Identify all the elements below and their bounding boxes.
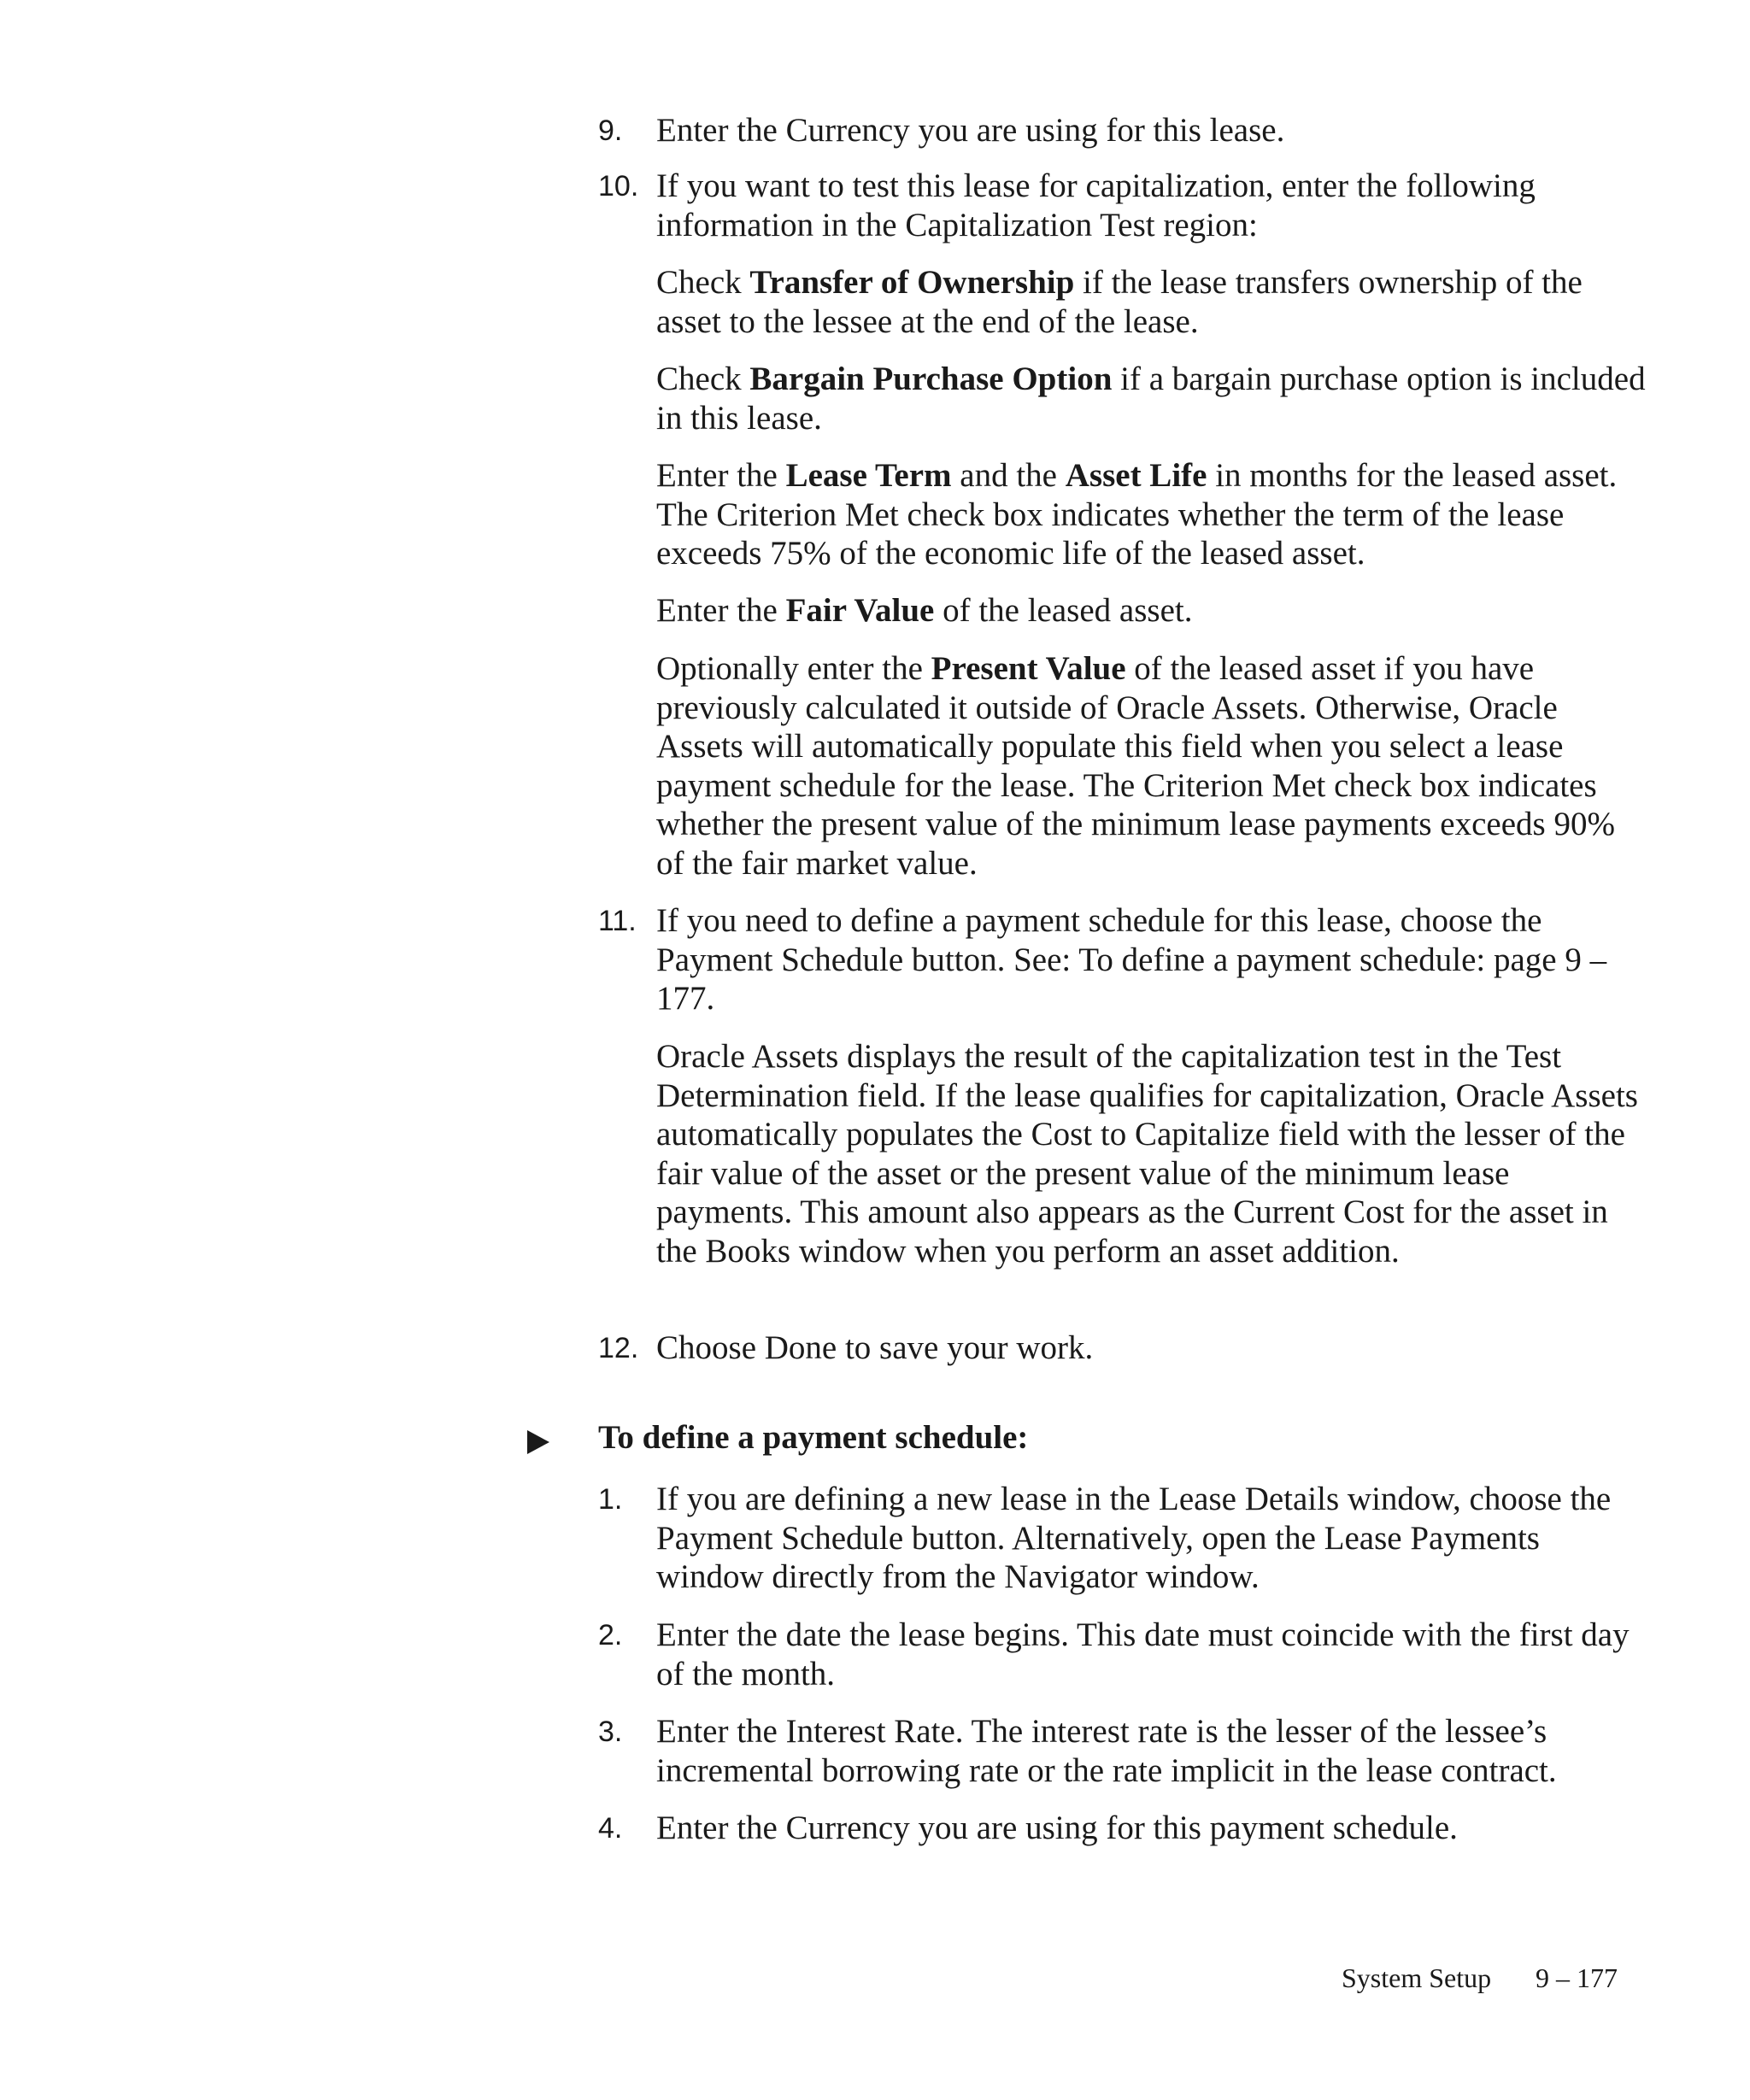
cap-test-transfer-of-ownership: Check Transfer of Ownership if the lease transfers ownership of the asset to the lessee at the end of the lease. (656, 264, 1583, 340)
cap-test-bargain-purchase-option: Check Bargain Purchase Option if a bargain purchase option is included in this lease. (656, 361, 1646, 437)
footer-section-title: System Setup (1342, 1962, 1492, 1993)
step-text: Enter the date the lease begins. This date must coincide with the first day of the month. (656, 1616, 1630, 1692)
step-text: Enter the Currency you are using for this payment schedule. (656, 1810, 1458, 1846)
step-number: 12. (598, 1332, 639, 1364)
field-name: Transfer of Ownership (749, 264, 1075, 301)
footer-page-number: 9 – 177 (1536, 1962, 1618, 1993)
step-text: If you want to test this lease for capitalization, enter the following information in the Capitalization Test region: (656, 167, 1536, 243)
step-number: 11. (598, 905, 637, 937)
field-name: Present Value (931, 650, 1126, 687)
step-number: 3. (598, 1716, 623, 1748)
step-number: 4. (598, 1812, 623, 1845)
cap-test-present-value: Optionally enter the Present Value of the leased asset if you have previously calculated it outside of Oracle Assets. Otherwise, Oracle Assets will automatically populate this field when you select a lease payment schedule for the lease. The Criterion Met check box indicates whether the present value of the minimum lease payments exceeds 90% of the fair market value. (656, 650, 1615, 882)
step-11-note: Oracle Assets displays the result of the capitalization test in the Test Determination field. If the lease qualifies for capitalization, Oracle Assets automatically populates the Cost to Capitalize field with the lesser of the fair value of the asset or the present value of the minimum lease payments. This amount also appears as the Current Cost for the asset in the Books window when you perform an asset addition. (656, 1038, 1638, 1270)
cap-test-lease-term: Enter the Lease Term and the Asset Life in months for the leased asset. The Criterion Met check box indicates whether the term of the lease exceeds 75% of the economic life of the leased asset. (656, 457, 1618, 572)
field-name: Bargain Purchase Option (749, 361, 1113, 397)
step-text: Enter the Currency you are using for this lease. (656, 112, 1285, 149)
field-name: Lease Term (785, 457, 952, 494)
step-number: 9. (598, 114, 623, 147)
step-text: Enter the Interest Rate. The interest rate is the lesser of the lessee’s incremental borrowing rate or the rate implicit in the lease contract. (656, 1713, 1557, 1789)
step-number: 10. (598, 170, 639, 202)
step-text: If you need to define a payment schedule for this lease, choose the Payment Schedule button. See: To define a payment schedule: page 9 – 177. (656, 902, 1607, 1017)
field-name: Fair Value (785, 592, 935, 629)
triangle-bullet-icon (527, 1430, 549, 1454)
cap-test-fair-value: Enter the Fair Value of the leased asset. (656, 592, 1193, 629)
step-text: Choose Done to save your work. (656, 1329, 1094, 1366)
section-heading: To define a payment schedule: (598, 1419, 1029, 1456)
step-text: If you are defining a new lease in the Lease Details window, choose the Payment Schedule button. Alternatively, open the Lease Payments window directly from the Navigator window. (656, 1481, 1612, 1595)
step-number: 1. (598, 1483, 623, 1516)
field-name: Asset Life (1065, 457, 1207, 494)
step-number: 2. (598, 1619, 623, 1651)
